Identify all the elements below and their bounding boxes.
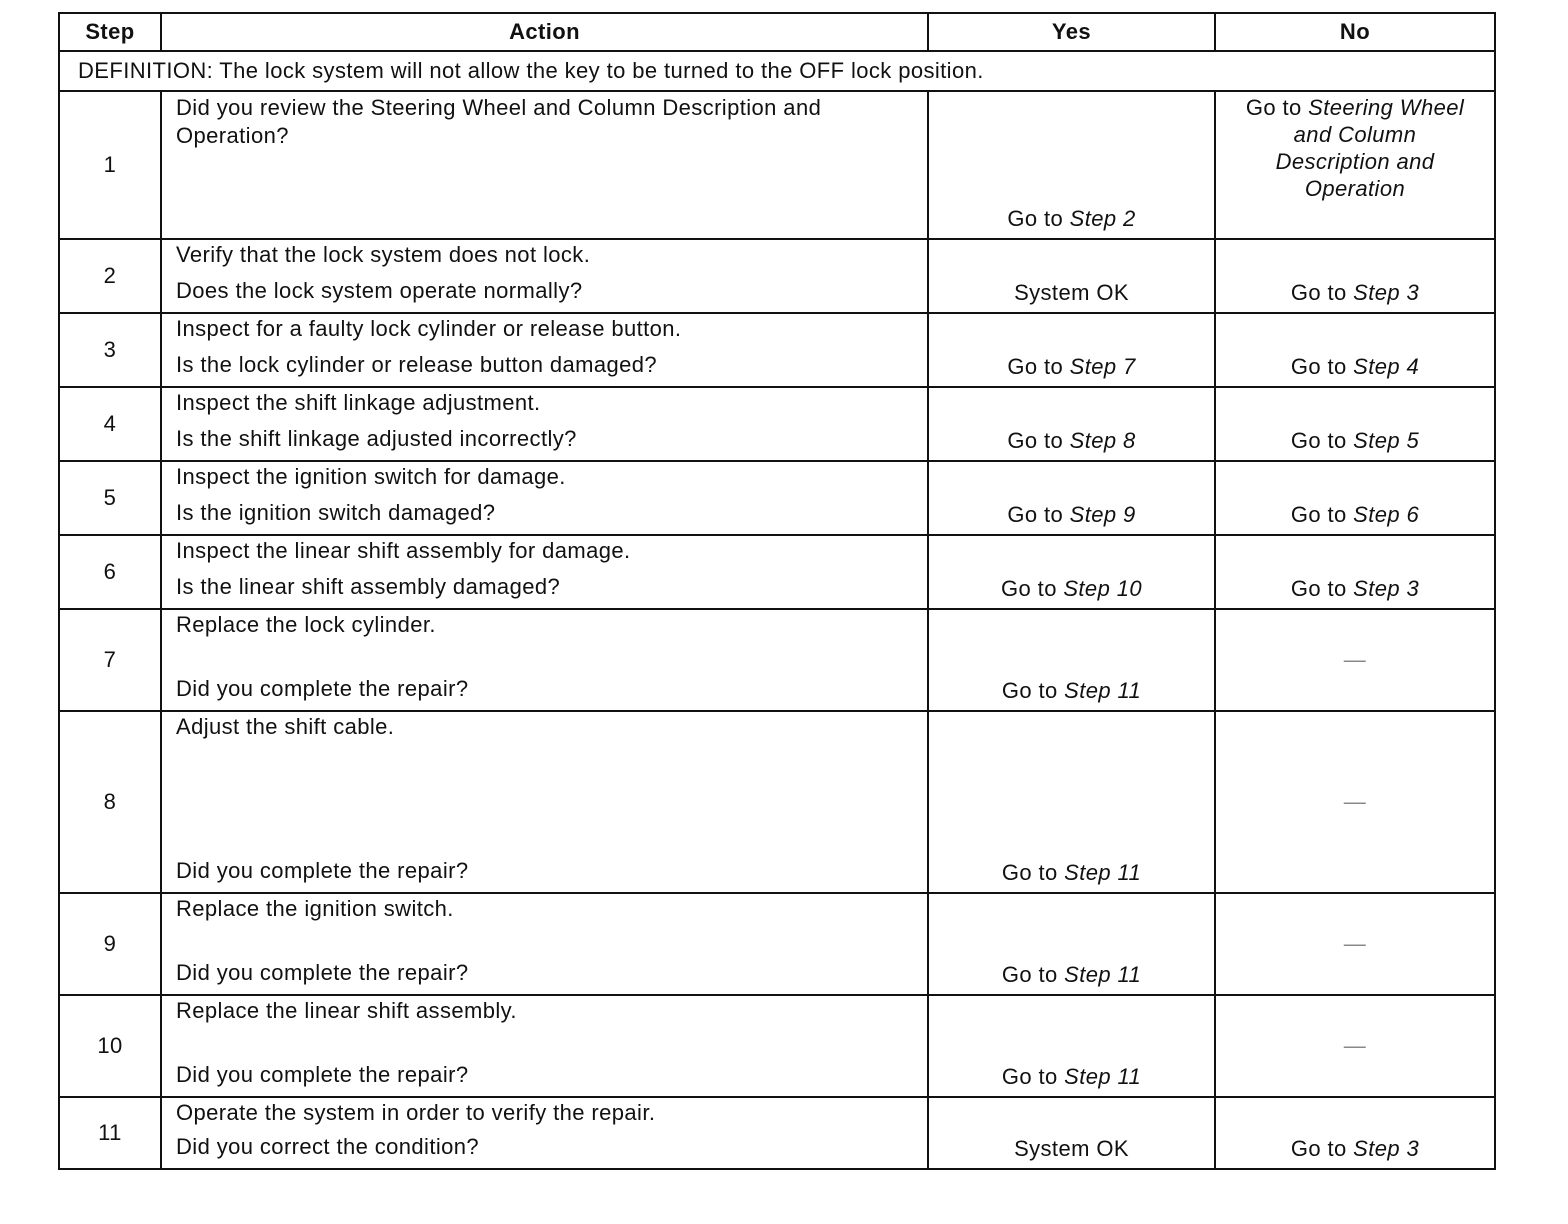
step-number: 9 <box>59 893 161 995</box>
no-target-link[interactable]: Description and <box>1275 149 1435 174</box>
action-text: Inspect the ignition switch for damage. <box>176 464 566 489</box>
yes-cell <box>928 387 1215 461</box>
dash-mark: — <box>1343 789 1367 814</box>
header-yes: Yes <box>928 13 1215 51</box>
action-text: Adjust the shift cable. <box>176 714 395 739</box>
action-text: Replace the lock cylinder. <box>176 612 436 637</box>
no-cell <box>1215 461 1495 535</box>
question-text: Did you complete the repair? <box>176 960 469 985</box>
no-prefix: Go to <box>1290 502 1347 527</box>
header-action: Action <box>161 13 928 51</box>
no-cell <box>1215 1097 1495 1169</box>
header-row <box>59 13 1495 51</box>
no-target-link[interactable]: and Column <box>1293 122 1417 147</box>
action-cell <box>161 609 928 711</box>
no-prefix: Go to <box>1290 280 1347 305</box>
table-row <box>59 313 1495 387</box>
action-text: Operate the system in order to verify the repair. <box>176 1100 656 1125</box>
yes-target-link[interactable]: Step 7 <box>1069 354 1136 379</box>
table-row <box>59 239 1495 313</box>
yes-cell <box>928 893 1215 995</box>
yes-target-link[interactable]: Step 10 <box>1063 576 1142 601</box>
yes-cell <box>928 461 1215 535</box>
yes-cell <box>928 91 1215 239</box>
question-text: Is the lock cylinder or release button damaged? <box>176 352 658 377</box>
step-number: 10 <box>59 995 161 1097</box>
diagnostic-table <box>58 12 1496 1170</box>
yes-prefix: Go to <box>1001 678 1058 703</box>
step-number: 1 <box>59 91 161 239</box>
question-text: Did you complete the repair? <box>176 858 469 883</box>
action-cell <box>161 91 928 239</box>
no-cell <box>1215 313 1495 387</box>
table-row <box>59 91 1495 239</box>
no-target-link[interactable]: Step 5 <box>1353 428 1420 453</box>
action-text: Did you review the Steering Wheel and Column Description and <box>176 95 822 120</box>
action-cell <box>161 387 928 461</box>
question-text: Does the lock system operate normally? <box>176 278 583 303</box>
no-cell <box>1215 893 1495 995</box>
action-text: Inspect for a faulty lock cylinder or release button. <box>176 316 682 341</box>
yes-prefix: Go to <box>1007 502 1064 527</box>
table-row <box>59 995 1495 1097</box>
table-row <box>59 609 1495 711</box>
step-number: 4 <box>59 387 161 461</box>
action-cell <box>161 711 928 893</box>
yes-target-link[interactable]: Step 8 <box>1069 428 1136 453</box>
step-number: 6 <box>59 535 161 609</box>
action-cell <box>161 893 928 995</box>
no-cell <box>1215 609 1495 711</box>
step-number: 8 <box>59 711 161 893</box>
header-no: No <box>1215 13 1495 51</box>
action-text: Verify that the lock system does not lock. <box>176 242 591 267</box>
question-text: Did you complete the repair? <box>176 1062 469 1087</box>
yes-target-link[interactable]: Step 9 <box>1069 502 1136 527</box>
no-prefix: Go to <box>1290 428 1347 453</box>
definition-text: DEFINITION: The lock system will not allow the key to be turned to the OFF lock position. <box>59 51 1495 91</box>
yes-cell <box>928 535 1215 609</box>
question-text: Did you correct the condition? <box>176 1134 480 1159</box>
no-target-link[interactable]: Step 6 <box>1353 502 1420 527</box>
yes-prefix: Go to <box>1007 206 1064 231</box>
action-text: Replace the linear shift assembly. <box>176 998 517 1023</box>
no-prefix: Go to <box>1290 354 1347 379</box>
table-row <box>59 893 1495 995</box>
question-text: Is the shift linkage adjusted incorrectly? <box>176 426 577 451</box>
no-target-link[interactable]: Steering Wheel <box>1308 95 1465 120</box>
yes-cell <box>928 609 1215 711</box>
dash-mark: — <box>1343 931 1367 956</box>
yes-text: System OK <box>1014 1136 1129 1161</box>
yes-target-link[interactable]: Step 11 <box>1064 962 1142 987</box>
yes-cell <box>928 1097 1215 1169</box>
action-cell <box>161 535 928 609</box>
yes-cell <box>928 711 1215 893</box>
no-target-link[interactable]: Step 3 <box>1353 576 1420 601</box>
table-row <box>59 387 1495 461</box>
action-text: Replace the ignition switch. <box>176 896 454 921</box>
step-number: 3 <box>59 313 161 387</box>
no-prefix: Go to <box>1290 576 1347 601</box>
yes-prefix: Go to <box>1001 576 1057 601</box>
step-number: 2 <box>59 239 161 313</box>
step-number: 5 <box>59 461 161 535</box>
no-target-link[interactable]: Operation <box>1304 176 1406 201</box>
action-text: Operation? <box>176 123 289 148</box>
yes-cell <box>928 313 1215 387</box>
action-cell <box>161 1097 928 1169</box>
yes-cell <box>928 995 1215 1097</box>
question-text: Is the linear shift assembly damaged? <box>176 574 561 599</box>
yes-text: System OK <box>1014 280 1129 305</box>
no-target-link[interactable]: Step 3 <box>1353 280 1420 305</box>
action-text: Inspect the linear shift assembly for damage. <box>176 538 631 563</box>
step-number: 11 <box>59 1097 161 1169</box>
header-step: Step <box>59 13 161 51</box>
no-prefix: Go to <box>1245 95 1302 120</box>
no-cell <box>1215 995 1495 1097</box>
no-cell <box>1215 387 1495 461</box>
yes-target-link[interactable]: Step 2 <box>1069 206 1136 231</box>
no-cell <box>1215 535 1495 609</box>
action-cell <box>161 239 928 313</box>
table-row <box>59 1097 1495 1169</box>
no-cell <box>1215 711 1495 893</box>
step-number: 7 <box>59 609 161 711</box>
no-target-link[interactable]: Step 4 <box>1353 354 1420 379</box>
yes-cell <box>928 239 1215 313</box>
yes-target-link[interactable]: Step 11 <box>1064 1064 1142 1089</box>
no-target-link[interactable]: Step 3 <box>1353 1136 1420 1161</box>
dash-mark: — <box>1343 647 1367 672</box>
yes-prefix: Go to <box>1001 1064 1058 1089</box>
question-text: Is the ignition switch damaged? <box>176 500 496 525</box>
action-text: Inspect the shift linkage adjustment. <box>176 390 541 415</box>
yes-prefix: Go to <box>1007 354 1064 379</box>
definition-row <box>59 51 1495 91</box>
yes-prefix: Go to <box>1001 860 1058 885</box>
dash-mark: — <box>1343 1033 1367 1058</box>
question-text: Did you complete the repair? <box>176 676 469 701</box>
action-cell <box>161 461 928 535</box>
table-row <box>59 461 1495 535</box>
action-cell <box>161 995 928 1097</box>
table-row <box>59 711 1495 893</box>
no-cell <box>1215 239 1495 313</box>
yes-prefix: Go to <box>1001 962 1058 987</box>
yes-target-link[interactable]: Step 11 <box>1064 860 1142 885</box>
table-row <box>59 535 1495 609</box>
yes-target-link[interactable]: Step 11 <box>1064 678 1142 703</box>
action-cell <box>161 313 928 387</box>
no-prefix: Go to <box>1290 1136 1347 1161</box>
no-cell <box>1215 91 1495 239</box>
yes-prefix: Go to <box>1007 428 1064 453</box>
